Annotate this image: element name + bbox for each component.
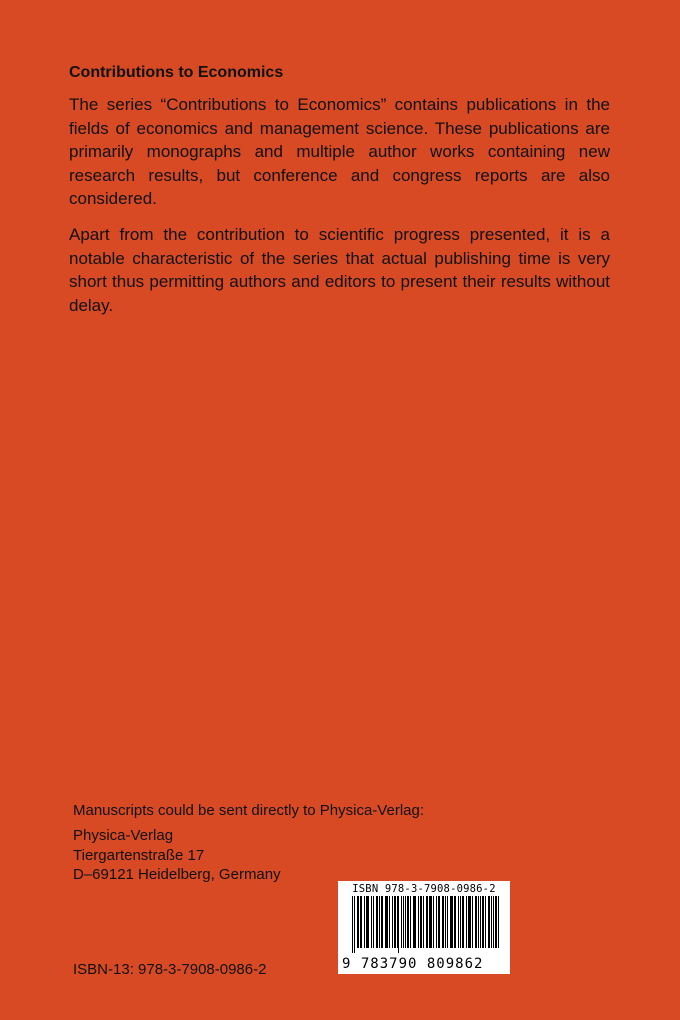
barcode-bar [368,896,369,948]
barcode-bar [433,896,434,948]
barcode-bar [415,896,416,948]
barcode-bar [382,896,383,948]
barcode-bars-icon [352,896,500,953]
barcode-bar [376,896,377,948]
barcode-bar [482,896,483,948]
barcode-bar [447,896,448,948]
barcode-bar [458,896,459,948]
barcode-bar [397,896,398,948]
barcode-bar [387,896,388,948]
barcode-bar [426,896,427,948]
barcode-bar [401,896,402,948]
barcode-bar [408,896,409,948]
barcode-bar [469,896,470,948]
series-title: Contributions to Economics [69,64,284,81]
barcode-bar [364,896,365,948]
barcode-bar [495,896,496,948]
barcode-bar [491,896,492,948]
barcode-bar [466,896,467,948]
barcode-bar [407,896,408,948]
barcode-bar [452,896,453,948]
barcode-bar [496,896,497,948]
barcode-bar [431,896,432,948]
barcode-bar [455,896,456,948]
barcode-bar [450,896,451,948]
barcode-bar [438,896,439,948]
barcode-bar [488,896,489,948]
barcode-bar [430,896,431,948]
barcode-bar [475,896,476,948]
barcode-bar [392,896,393,948]
barcode-bar [354,896,355,953]
barcode-bar [472,896,473,948]
barcode-bar [436,896,437,948]
address-line-city: D–69121 Heidelberg, Germany [73,866,281,883]
barcode-bar [476,896,477,948]
manuscripts-note: Manuscripts could be sent directly to Physica-Verlag: [73,802,424,819]
barcode-bar [445,896,446,948]
barcode-bar [442,896,443,948]
barcode-bar [468,896,469,948]
barcode-bar [367,896,368,948]
barcode-bar [414,896,415,948]
barcode-bar [427,896,428,948]
barcode-bar [421,896,422,948]
publisher-address [73,826,281,885]
barcode-bar [366,896,367,948]
barcode-bar [361,896,362,948]
barcode-bar [358,896,359,948]
barcode-bar [389,896,390,948]
barcode-bar [498,896,499,948]
barcode-bar [385,896,386,948]
barcode-bar [357,896,358,948]
barcode-bar [463,896,464,948]
barcode-bar [480,896,481,948]
address-line-street: Tiergartenstraße 17 [73,846,205,864]
barcode-bar [439,896,440,948]
barcode-bar [398,896,399,953]
series-description-paragraph: The series “Contributions to Economics” contains publications in the fields of economics and management science. These publications are primarily monographs and multiple author works containing new research results, but conference and congress reports are also considered. [69,95,610,208]
barcode-bar [403,896,404,948]
barcode-bar [462,896,463,948]
barcode-bar [352,896,353,953]
barcode-bar [493,896,494,948]
barcode-bar [379,896,380,948]
barcode-bar [460,896,461,948]
barcode-bar [373,896,374,948]
barcode-bar [483,896,484,948]
address-line-publisher: Physica-Verlag [73,827,174,844]
barcode-bar [410,896,411,948]
barcode-isbn-text: ISBN 978-3-7908-0986-2 [352,883,496,895]
isbn-13-label: ISBN-13: 978-3-7908-0986-2 [73,961,267,978]
barcode-bar [485,896,486,948]
barcode-bar [429,896,430,948]
barcode-bar [413,896,414,948]
barcode-bar [395,896,396,948]
barcode-bar [377,896,378,948]
barcode-bar [423,896,424,948]
barcode-bar [386,896,387,948]
isbn-barcode [338,881,510,974]
barcode-bar [360,896,361,948]
publishing-time-paragraph: Apart from the contribution to scientific progress presented, it is a notable characteristic of the series that actual publishing time is very short thus permitting authors and editors to present their results without delay. [69,225,610,315]
barcode-bar [418,896,419,948]
barcode-bar [470,896,471,948]
barcode-bar [454,896,455,948]
barcode-bar [371,896,372,948]
barcode-bar [420,896,421,948]
barcode-bar [451,896,452,948]
barcode-bar [489,896,490,948]
barcode-bar [478,896,479,948]
barcode-bar [381,896,382,948]
barcode-digits: 9 783790 809862 [342,956,484,972]
barcode-bar [405,896,406,948]
barcode-bar [443,896,444,948]
barcode-bar [394,896,395,948]
